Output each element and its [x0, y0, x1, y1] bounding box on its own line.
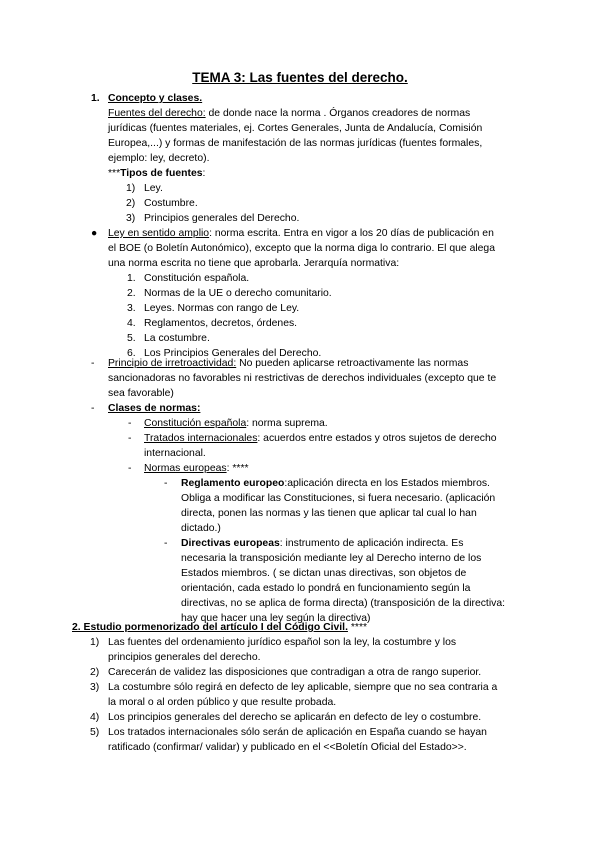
list-item: Carecerán de validez las disposiciones que contradigan a otra de rango superior.: [108, 667, 482, 678]
fuentes-text: ejemplo: ley, decreto).: [108, 153, 210, 164]
dir-label: Directivas europeas: [181, 538, 280, 549]
bullet-dot-icon: ●: [91, 228, 98, 239]
trat-text: internacional.: [144, 448, 206, 459]
dash-bullet-icon: -: [91, 403, 95, 414]
list-number: 6.: [127, 348, 136, 359]
regl-text: directa, ponen las normas y las tienen que aplicar tal cual lo han: [181, 508, 477, 519]
section-number: 1.: [91, 93, 100, 104]
fuentes-paragraph-line: [108, 106, 470, 121]
regl-text: dictado.): [181, 523, 221, 534]
regl-line: [181, 476, 490, 491]
dir-text: directivas, no se aplica de forma directa) (transposición de la directiva:: [181, 598, 505, 609]
regl-text: Obliga a modificar las Constituciones, si fuera necesario. (aplicación: [181, 493, 496, 504]
list-number: 2): [126, 198, 136, 209]
dash-bullet-icon: -: [164, 478, 168, 489]
ley-label: Ley en sentido amplio: [108, 228, 210, 239]
list-number: 3): [90, 682, 100, 693]
eur-line: [144, 461, 249, 476]
dash-bullet-icon: -: [128, 433, 132, 444]
list-item: la moral o al orden público y que resulte probada.: [108, 697, 337, 708]
tipos-stars: ***: [108, 168, 121, 179]
list-number: 1): [126, 183, 136, 194]
const-label: Constitución española: [144, 418, 247, 429]
dash-bullet-icon: -: [91, 358, 95, 369]
list-item: ratificado (confirmar/ validar) y publicado en el <<Boletín Oficial del Estado>>.: [108, 742, 467, 753]
list-number: 4.: [127, 318, 136, 329]
tipos-colon: :: [202, 168, 206, 179]
list-item: Ley.: [144, 183, 163, 194]
dir-text: orientación, cada estado lo pondrá en funcionamiento según la: [181, 583, 471, 594]
list-item: principios generales del derecho.: [108, 652, 261, 663]
const-line: [144, 416, 328, 431]
ley-text: el BOE (o Boletín Autonómico), excepto que la norma diga lo contrario. El que alega: [108, 243, 495, 254]
section2-heading: 2. Estudio pormenorizado del artículo I del Código Civil.: [72, 622, 348, 633]
list-number: 2.: [127, 288, 136, 299]
list-item: Los Principios Generales del Derecho.: [144, 348, 322, 359]
list-number: 4): [90, 712, 100, 723]
fuentes-text: jurídicas (fuentes materiales, ej. Cortes Generales, Junta de Andalucía, Comisión: [108, 123, 483, 134]
irr-paragraph-line: [108, 356, 468, 371]
dash-bullet-icon: -: [164, 538, 168, 549]
eur-text: : ****: [226, 463, 249, 474]
dir-line: [181, 536, 463, 551]
irr-label: Principio de irretroactividad:: [108, 358, 237, 369]
list-item: Los tratados internacionales sólo serán de aplicación en España cuando se hayan: [108, 727, 487, 738]
list-number: 1): [90, 637, 100, 648]
fuentes-label: Fuentes del derecho:: [108, 108, 206, 119]
list-item: Principios generales del Derecho.: [144, 213, 300, 224]
list-item: Reglamentos, decretos, órdenes.: [144, 318, 298, 329]
list-item: La costumbre.: [144, 333, 210, 344]
list-number: 2): [90, 667, 100, 678]
list-number: 5.: [127, 333, 136, 344]
list-number: 3): [126, 213, 136, 224]
regl-text: :aplicación directa en los Estados miembros.: [284, 478, 490, 489]
const-text: : norma suprema.: [246, 418, 328, 429]
tipos-label: Tipos de fuentes: [120, 168, 203, 179]
list-item: Las fuentes del ordenamiento jurídico español son la ley, la costumbre y los: [108, 637, 457, 648]
list-item: Leyes. Normas con rango de Ley.: [144, 303, 300, 314]
list-item: Los principios generales del derecho se aplicarán en defecto de ley o costumbre.: [108, 712, 482, 723]
ley-text: : norma escrita. Entra en vigor a los 20 días de publicación en: [209, 228, 494, 239]
irr-text: sancionadoras no favorables ni restrictivas de derechos individuales (excepto que te: [108, 373, 497, 384]
list-number: 3.: [127, 303, 136, 314]
page-title: TEMA 3: Las fuentes del derecho.: [192, 70, 408, 85]
ley-text: una norma escrita no tiene que aprobarla. Jerarquía normativa:: [108, 258, 400, 269]
section2-stars: ****: [347, 622, 368, 633]
list-item: La costumbre sólo regirá en defecto de ley aplicable, siempre que no sea contraria a: [108, 682, 498, 693]
irr-text: No pueden aplicarse retroactivamente las normas: [236, 358, 469, 369]
regl-label: Reglamento europeo: [181, 478, 285, 489]
trat-label: Tratados internacionales: [144, 433, 258, 444]
fuentes-text: Europea,...) y formas de manifestación de las normas jurídicas (fuentes formales,: [108, 138, 483, 149]
eur-label: Normas europeas: [144, 463, 227, 474]
list-item: Constitución española.: [144, 273, 250, 284]
clases-heading: Clases de normas:: [108, 403, 201, 414]
list-item: Costumbre.: [144, 198, 198, 209]
list-number: 1.: [127, 273, 136, 284]
fuentes-text: de donde nace la norma . Órganos creadores de normas: [205, 108, 471, 119]
trat-line: [144, 431, 497, 446]
irr-text: sea favorable): [108, 388, 174, 399]
section-heading: Concepto y clases.: [108, 93, 203, 104]
list-number: 5): [90, 727, 100, 738]
dir-text: necesaria la transposición mediante ley al Derecho interno de los: [181, 553, 482, 564]
dir-text: : instrumento de aplicación indirecta. Es: [279, 538, 464, 549]
dash-bullet-icon: -: [128, 418, 132, 429]
ley-paragraph-line: [108, 226, 494, 241]
dir-text: hay que hacer una ley según la directiva): [181, 613, 371, 624]
tipos-heading: [108, 166, 205, 181]
dir-text: Estados miembros. ( se dictan unas directivas, son objetos de: [181, 568, 467, 579]
trat-text: : acuerdos entre estados y otros sujetos de derecho: [257, 433, 497, 444]
list-item: Normas de la UE o derecho comunitario.: [144, 288, 332, 299]
section2-heading-line: [72, 620, 367, 635]
dash-bullet-icon: -: [128, 463, 132, 474]
